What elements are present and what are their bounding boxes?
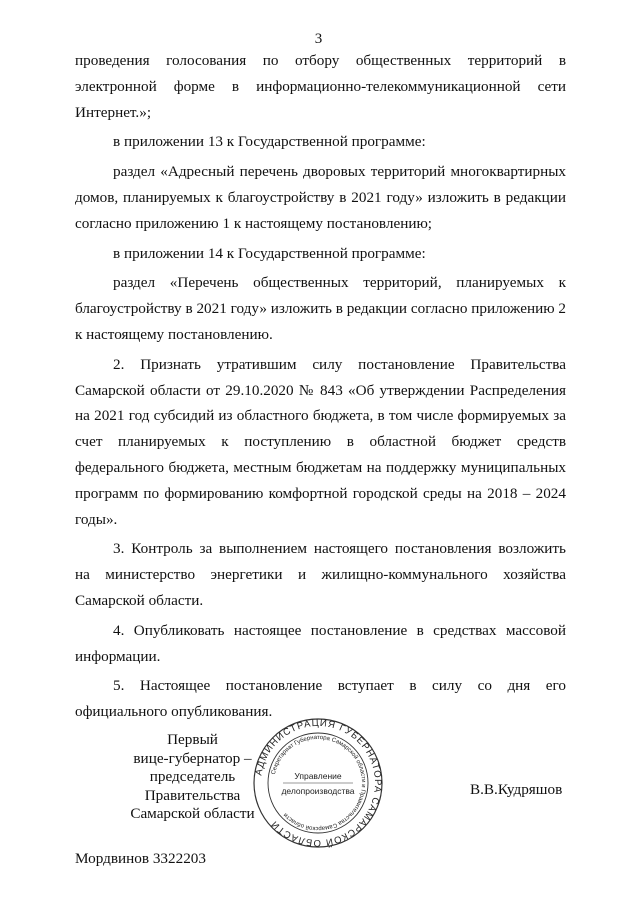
official-stamp — [251, 716, 385, 850]
paragraph: раздел «Перечень общественных территорий, планируемых к благоустройству в 2021 году» изложить в редакции согласно приложению 2 к настоящему постановлению. — [75, 274, 566, 343]
paragraph: раздел «Адресный перечень дворовых территорий многоквартирных домов, планируемых к благоустройству в 2021 году» изложить в редакции согласно приложению 1 к настоящему постановлению; — [75, 163, 566, 232]
signatory-title-line: председатель Правительства — [144, 768, 241, 804]
paragraph: 5. Настоящее постановление вступает в силу со дня его официального опубликования. — [75, 677, 566, 721]
page-number: 3 — [314, 31, 323, 47]
author-line: Мордвинов 3322203 — [75, 850, 206, 867]
stamp-center-line1: Управление — [294, 771, 342, 781]
paragraph: в приложении 13 к Государственной программе: — [113, 133, 426, 151]
signatory-name: В.В.Кудряшов — [470, 781, 563, 798]
signatory-title-line: Первый — [167, 731, 218, 748]
document-body — [75, 48, 566, 725]
stamp-outer-text: АДМИНИСТРАЦИЯ ГУБЕРНАТОРА САМАРСКОЙ ОБЛАСТИ — [253, 717, 384, 849]
stamp-center-line2: делопроизводства — [281, 786, 355, 796]
paragraph: в приложении 14 к Государственной программе: — [113, 244, 426, 262]
signatory-title-line: вице-губернатор – — [133, 749, 252, 767]
paragraph: 3. Контроль за выполнением настоящего постановления возложить на министерство энергетики и жилищно-коммунального хозяйства Самарской области. — [75, 540, 566, 609]
paragraph: проведения голосования по отбору общественных территорий в электронной форме в информационно-телекоммуникационной сети Интернет.»; — [75, 52, 566, 121]
stamp-inner-text: Секретариат Губернатора Самарской области и Правительства Самарской области — [270, 734, 367, 832]
paragraph: 4. Опубликовать настоящее постановление в средствах массовой информации. — [75, 621, 566, 665]
paragraph: 2. Признать утратившим силу постановление Правительства Самарской области от 29.10.2020 № 843 «Об утверждении Распределения на 2021 год субсидий из областного бюджета, в том числе формируемых за счет планируемых к поступлению в областной бюджет средств федерального бюджета, местным бюджетам на поддержку муниципальных программ по формированию комфортной городской среды на 2018 – 2024 годы». — [75, 355, 566, 528]
signatory-title-line: Самарской области — [130, 805, 255, 822]
